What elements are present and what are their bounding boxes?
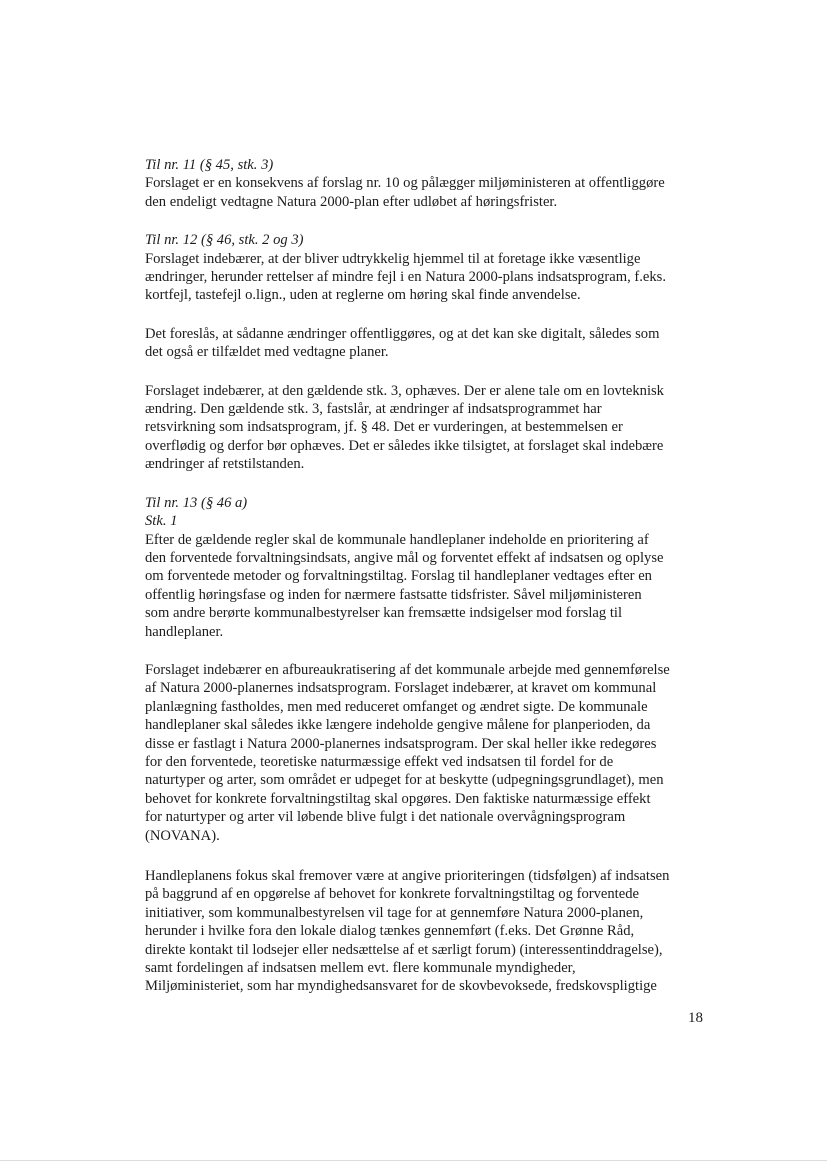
paragraph-line: ændringer, herunder rettelser af mindre fejl i en Natura 2000-plans indsatsprogram, f.eks.: [145, 269, 666, 286]
paragraph-line: Forslaget indebærer, at der bliver udtrykkelig hjemmel til at foretage ikke væsentlige: [145, 250, 641, 267]
document-body: [145, 156, 720, 996]
paragraph-line: Handleplanens fokus skal fremover være at angive prioriteringen (tidsfølgen) af indsatsen: [145, 868, 670, 884]
paragraph: [145, 250, 720, 305]
paragraph-line: handleplaner.: [145, 623, 224, 640]
paragraph-line: ændringer af retstilstanden.: [145, 456, 305, 473]
paragraph-line: overflødig og derfor bør ophæves. Det er således ikke tilsigtet, at forslaget skal indebære: [145, 437, 664, 454]
paragraph: [145, 661, 720, 845]
paragraph-line: handleplaner skal således ikke længere indeholde gengive målene for planperioden, da: [145, 717, 651, 734]
paragraph-line: den endeligt vedtagne Natura 2000-plan efter udløbet af høringsfrister.: [145, 193, 558, 210]
section-subheading: Stk. 1: [145, 513, 178, 530]
paragraph-line: Efter de gældende regler skal de kommunale handleplaner indeholde en prioritering af: [145, 531, 649, 548]
paragraph-line: direkte kontakt til lodsejer eller nedsættelse af et særligt forum) (interessentinddragelse),: [145, 941, 663, 958]
paragraph-line: Forslaget indebærer, at den gældende stk. 3, ophæves. Der er alene tale om en lovteknisk: [145, 382, 664, 399]
paragraph: [145, 174, 720, 211]
section-6: [145, 661, 720, 845]
paragraph: [145, 867, 720, 996]
paragraph-line: som andre berørte kommunalbestyrelser kan fremsætte indsigelser mod forslag til: [145, 605, 623, 622]
paragraph-line: på baggrund af en opgørelse af behovet for konkrete forvaltningstiltag og forventede: [145, 886, 639, 903]
paragraph-line: retsvirkning som indsatsprogram, jf. § 48. Det er vurderingen, at bestemmelsen er: [145, 419, 623, 436]
paragraph-line: kortfejl, tastefejl o.lign., uden at reglerne om høring skal finde anvendelse.: [145, 287, 581, 304]
section-1: [145, 156, 720, 211]
paragraph-line: offentlig høringsfase og inden for nærmere fastsatte tidsfrister. Såvel miljøministeren: [145, 586, 642, 603]
paragraph-line: om forventede metoder og forvaltningstiltag. Forslag til handleplaner vedtages efter en: [145, 568, 652, 585]
paragraph: [145, 531, 720, 641]
paragraph-line: naturtyper og arter, som området er udpeget for at beskytte (udpegningsgrundlaget), men: [145, 772, 664, 789]
section-3: [145, 325, 720, 362]
page-bottom-edge: [0, 1160, 827, 1161]
section-5: [145, 494, 720, 641]
section-heading: Til nr. 13 (§ 46 a): [145, 494, 248, 511]
paragraph-line: initiativer, som kommunalbestyrelsen vil tage for at gennemføre Natura 2000-planen,: [145, 904, 644, 921]
paragraph-line: herunder i hvilke fora den lokale dialog tænkes gennemført (f.eks. Det Grønne Råd,: [145, 923, 635, 940]
paragraph-line: ændring. Den gældende stk. 3, fastslår, at ændringer af indsatsprogrammet har: [145, 401, 602, 418]
section-4: [145, 382, 720, 474]
paragraph-line: Det foreslås, at sådanne ændringer offentliggøres, og at det kan ske digitalt, således som: [145, 325, 660, 342]
section-2: [145, 231, 720, 305]
paragraph: [145, 325, 720, 362]
paragraph-line: behovet for konkrete forvaltningstiltag skal opgøres. Den faktiske naturmæssige effekt: [145, 790, 651, 807]
paragraph-line: for naturtyper og arter vil løbende blive fulgt i det nationale overvågningsprogram: [145, 809, 626, 826]
paragraph-line: (NOVANA).: [145, 827, 220, 844]
paragraph-line: for den forventede, teoretiske naturmæssige effekt ved indsatsen til fordel for de: [145, 753, 614, 770]
paragraph-line: samt fordelingen af indsatsen mellem evt. flere kommunale myndigheder,: [145, 960, 576, 977]
paragraph-line: Forslaget er en konsekvens af forslag nr. 10 og pålægger miljøministeren at offentliggøre: [145, 175, 665, 192]
section-heading: Til nr. 12 (§ 46, stk. 2 og 3): [145, 232, 304, 249]
paragraph: [145, 382, 720, 474]
section-heading: Til nr. 11 (§ 45, stk. 3): [145, 157, 274, 173]
section-7: [145, 867, 720, 996]
paragraph-line: af Natura 2000-planernes indsatsprogram. Forslaget indebærer, at kravet om kommunal: [145, 680, 657, 697]
paragraph-line: planlægning fastholdes, men med reduceret omfanget og ændret sigte. De kommunale: [145, 698, 648, 715]
paragraph-line: Forslaget indebærer en afbureaukratisering af det kommunale arbejde med gennemførelse: [145, 661, 670, 678]
paragraph-line: disse er fastlagt i Natura 2000-planernes indsatsprogram. Der skal heller ikke redegøres: [145, 735, 657, 752]
paragraph-line: den forventede forvaltningsindsats, angive mål og forventet effekt af indsatsen og oplyse: [145, 549, 664, 566]
paragraph-line: det også er tilfældet med vedtagne planer.: [145, 344, 389, 361]
paragraph-line: Miljøministeriet, som har myndighedsansvaret for de skovbevoksede, fredskovspligtige: [145, 978, 657, 995]
page-number: 18: [688, 1010, 703, 1026]
